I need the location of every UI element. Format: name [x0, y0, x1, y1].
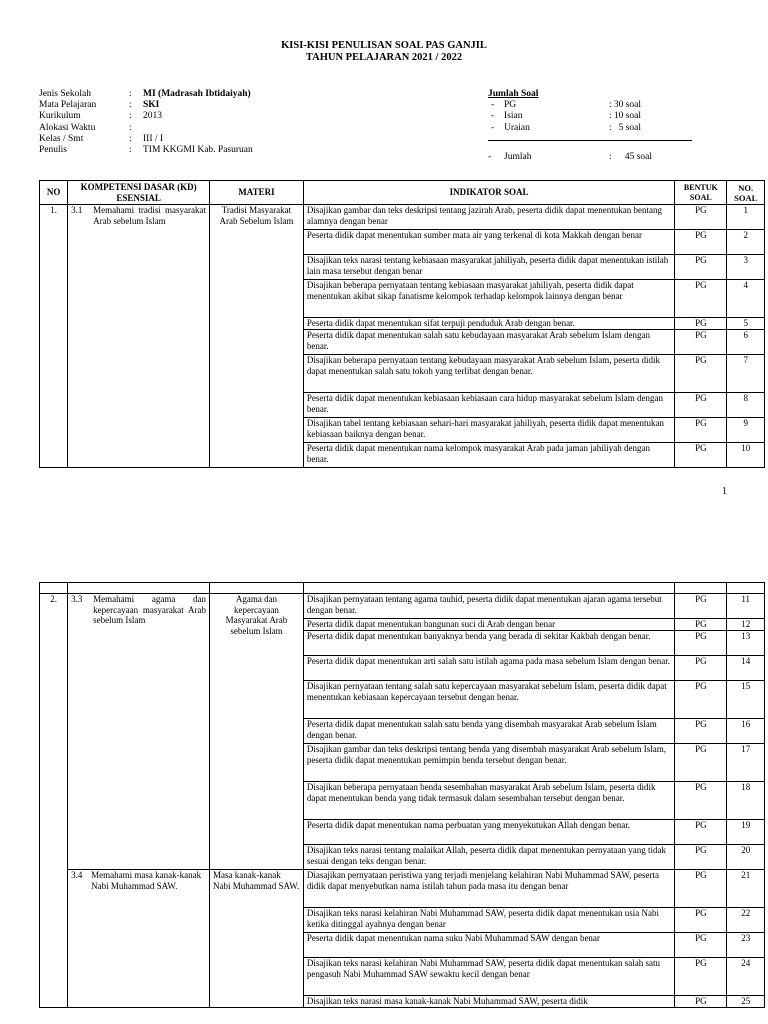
no-soal-cell: 13 — [727, 631, 765, 656]
bentuk-cell: PG — [675, 280, 727, 318]
bentuk-cell: PG — [675, 443, 727, 468]
indikator-cell: Disajikan pernyataan tentang agama tauhid, peserta didik dapat menentukan ajaran agama tersebut dengan benar. — [303, 594, 674, 619]
no-soal-cell: 12 — [727, 619, 765, 631]
indikator-cell: Diasajikan pernyataan peristiwa yang terjadi menjelang kelahiran Nabi Muhammad SAW, peserta didik dapat menyebutkan nama istilah tahun pada masa itu dengan benar — [303, 870, 674, 908]
kisi-table-page-2 — [39, 582, 765, 1008]
jumlah-total-value: 45 soal — [624, 152, 652, 162]
header-materi: MATERI — [210, 181, 304, 205]
no-soal-cell: 22 — [727, 908, 765, 933]
no-soal-cell: 9 — [727, 418, 765, 443]
bentuk-cell: PG — [675, 318, 727, 330]
page-number: 1 — [722, 486, 727, 497]
no-soal-cell: 7 — [727, 355, 765, 393]
indikator-cell: Peserta didik dapat menentukan salah satu kebudayaan masyarakat Arab sebelum Islam dengan benar. — [303, 330, 674, 355]
no-soal-cell: 15 — [727, 681, 765, 719]
no-soal-cell: 2 — [727, 230, 765, 255]
indikator-cell: Disajikan teks narasi tentang malaikat Allah, peserta didik dapat menentukan pernyataan yang tidak sesuai dengan teks dengan benar. — [303, 845, 674, 870]
indikator-cell: Disajikan teks narasi kelahiran Nabi Muhammad SAW, peserta didik dapat menentukan salah satu pengasuh Nabi Muhammad SAW sewaktu kecil dengan benar — [303, 958, 674, 996]
jumlah-row-uraian: - Uraian : 5 soal — [491, 122, 641, 133]
no-soal-cell: 16 — [727, 719, 765, 744]
indikator-cell: Peserta didik dapat menentukan arti salah satu istilah agama pada masa sebelum Islam dengan benar. — [303, 656, 674, 681]
indikator-cell: Disajikan teks narasi kelahiran Nabi Muhammad SAW, peserta didik dapat menentukan usia Nabi ketika ditinggal ayahnya dengan benar — [303, 908, 674, 933]
jumlah-row-isian: - Isian : 10 soal — [491, 111, 641, 122]
info-row-kelas-smt: Kelas / Smt : III / I — [39, 133, 164, 144]
info-row-mata-pelajaran: Mata Pelajaran : SKI — [39, 100, 160, 111]
bentuk-cell: PG — [675, 594, 727, 619]
indikator-cell: Disajikan gambar dan teks deskripsi tentang jazirah Arab, peserta didik dapat menentukan bentang alamnya dengan benar — [303, 205, 674, 230]
indikator-cell: Peserta didik dapat menentukan bangunan suci di Arab dengan benar — [303, 619, 674, 631]
bentuk-cell: PG — [675, 933, 727, 958]
no-soal-cell: 6 — [727, 330, 765, 355]
no-soal-cell: 1 — [727, 205, 765, 230]
page-1 — [0, 0, 768, 500]
indikator-cell: Disajikan beberapa pernyataan tentang kebiasaan masyarakat jahiliyah, peserta didik dapat menentukan akibat sikap fanatisme kelompok terhadap kelompok lainnya dengan benar — [303, 280, 674, 318]
no-soal-cell: 19 — [727, 820, 765, 845]
table-header-blank-row — [40, 583, 765, 594]
header-indikator: INDIKATOR SOAL — [303, 181, 674, 205]
kd-cell: 3.4 Memahami masa kanak-kanak Nabi Muhammad SAW. — [68, 870, 210, 1008]
bentuk-cell: PG — [675, 681, 727, 719]
kisi-table-page-1 — [39, 180, 765, 468]
indikator-cell: Disajikan tabel tentang kebiasaan sehari-hari masyarakat jahiliyah, peserta didik dapat menentukan kebiasaan baiknya dengan benar. — [303, 418, 674, 443]
identity-block — [39, 89, 253, 156]
table-row — [40, 870, 765, 908]
bentuk-cell: PG — [675, 205, 727, 230]
bentuk-cell: PG — [675, 845, 727, 870]
indikator-cell: Disajikan teks narasi masa kanak-kanak Nabi Muhammad SAW, peserta didik — [303, 996, 674, 1008]
bentuk-cell: PG — [675, 870, 727, 908]
bentuk-cell: PG — [675, 418, 727, 443]
document-title: KISI-KISI PENULISAN SOAL PAS GANJIL — [281, 40, 487, 51]
header-no: NO — [40, 181, 68, 205]
info-row-penulis: Penulis : TIM KKGMI Kab. Pasuruan — [39, 144, 253, 155]
bentuk-cell: PG — [675, 255, 727, 280]
info-row-kurikulum: Kurikulum : 2013 — [39, 111, 162, 122]
indikator-cell: Disajikan pernyataan tentang salah satu kepercayaan masyarakat sebelum Islam, peserta didik dapat menentukan kebiasaan kepercayaan tersebut dengan benar. — [303, 681, 674, 719]
kd-cell: 3.1 Memahami tradisi masyarakat Arab sebelum Islam — [68, 205, 210, 468]
bentuk-cell: PG — [675, 393, 727, 418]
bentuk-cell: PG — [675, 908, 727, 933]
bentuk-cell: PG — [675, 631, 727, 656]
bentuk-cell: PG — [675, 719, 727, 744]
jumlah-total-label: Jumlah — [504, 152, 532, 162]
jumlah-soal-block — [488, 89, 693, 134]
jumlah-total-row: - Jumlah : 45 soal — [488, 152, 652, 162]
header-kd: KOMPETENSI DASAR (KD) ESENSIAL — [68, 181, 210, 205]
kd-cell: 3.3 Memahami agama dan kepercayaan masyarakat Arab sebelum Islam — [68, 594, 210, 870]
no-soal-cell: 20 — [727, 845, 765, 870]
bentuk-cell: PG — [675, 744, 727, 782]
table-row — [40, 594, 765, 619]
row-number: 2. — [40, 594, 68, 1008]
no-soal-cell: 17 — [727, 744, 765, 782]
indikator-cell: Peserta didik dapat menentukan nama suku Nabi Muhammad SAW dengan benar — [303, 933, 674, 958]
page-2 — [0, 578, 768, 1024]
indikator-cell: Disajikan gambar dan teks deskripsi tentang benda yang disembah masyarakat Arab sebelum Islam, peserta didik dapat menentukan pemimpin benda tersebut dengan benar. — [303, 744, 674, 782]
bentuk-cell: PG — [675, 230, 727, 255]
jumlah-divider — [488, 140, 692, 141]
bentuk-cell: PG — [675, 782, 727, 820]
jumlah-soal-heading: Jumlah Soal — [488, 89, 539, 99]
no-soal-cell: 4 — [727, 280, 765, 318]
info-row-alokasi-waktu: Alokasi Waktu : — [39, 122, 132, 133]
no-soal-cell: 11 — [727, 594, 765, 619]
header-no-soal: NO. SOAL — [727, 181, 765, 205]
bentuk-cell: PG — [675, 958, 727, 996]
indikator-cell: Peserta didik dapat menentukan kebiasaan kebiasaan cara hidup masyarakat sebelum Islam dengan benar. — [303, 393, 674, 418]
no-soal-cell: 18 — [727, 782, 765, 820]
no-soal-cell: 23 — [727, 933, 765, 958]
no-soal-cell: 3 — [727, 255, 765, 280]
document-subtitle: TAHUN PELAJARAN 2021 / 2022 — [305, 52, 463, 63]
indikator-cell: Disajikan beberapa pernyataan tentang kebudayaan masyarakat Arab sebelum Islam, peserta didik dapat menentukan salah satu tokoh yang terlibat dengan benar. — [303, 355, 674, 393]
no-soal-cell: 8 — [727, 393, 765, 418]
materi-cell: Masa kanak-kanak Nabi Muhammad SAW. — [210, 870, 304, 1008]
no-soal-cell: 10 — [727, 443, 765, 468]
header-bentuk-soal: BENTUK SOAL — [675, 181, 727, 205]
indikator-cell: Disajikan teks narasi tentang kebiasaan masyarakat jahiliyah, peserta didik dapat menentukan istilah lain masa tersebut dengan benar — [303, 255, 674, 280]
table-row — [40, 205, 765, 230]
indikator-cell: Peserta didik dapat menentukan nama perbuatan yang menyekutukan Allah dengan benar. — [303, 820, 674, 845]
bentuk-cell: PG — [675, 996, 727, 1008]
indikator-cell: Peserta didik dapat menentukan sumber mata air yang terkenal di kota Makkah dengan benar — [303, 230, 674, 255]
row-number: 1. — [40, 205, 68, 468]
no-soal-cell: 21 — [727, 870, 765, 908]
bentuk-cell: PG — [675, 619, 727, 631]
bentuk-cell: PG — [675, 820, 727, 845]
no-soal-cell: 14 — [727, 656, 765, 681]
indikator-cell: Disajikan beberapa pernyataan benda sesembahan masyarakat Arab sebelum Islam, peserta didik dapat menentukan benda yang tidak termasuk dalam sesembahan tersebut dengan benar. — [303, 782, 674, 820]
jumlah-row-pg: - PG : 30 soal — [491, 100, 641, 111]
info-row-jenis-sekolah: Jenis Sekolah : MI (Madrasah Ibtidaiyah) — [39, 89, 251, 99]
bentuk-cell: PG — [675, 330, 727, 355]
indikator-cell: Peserta didik dapat menentukan salah satu benda yang disembah masyarakat Arab sebelum Islam dengan benar. — [303, 719, 674, 744]
indikator-cell: Peserta didik dapat menentukan sifat terpuji penduduk Arab dengan benar. — [303, 318, 674, 330]
no-soal-cell: 25 — [727, 996, 765, 1008]
indikator-cell: Peserta didik dapat menentukan banyaknya benda yang berada di sekitar Kakbah dengan benar. — [303, 631, 674, 656]
materi-cell: Agama dan kepercayaan Masyarakat Arab sebelum Islam — [210, 594, 304, 870]
no-soal-cell: 24 — [727, 958, 765, 996]
no-soal-cell: 5 — [727, 318, 765, 330]
bentuk-cell: PG — [675, 355, 727, 393]
indikator-cell: Peserta didik dapat menentukan nama kelompok masyarakat Arab pada jaman jahiliyah dengan benar. — [303, 443, 674, 468]
bentuk-cell: PG — [675, 656, 727, 681]
materi-cell: Tradisi Masyarakat Arab Sebelum Islam — [210, 205, 304, 468]
